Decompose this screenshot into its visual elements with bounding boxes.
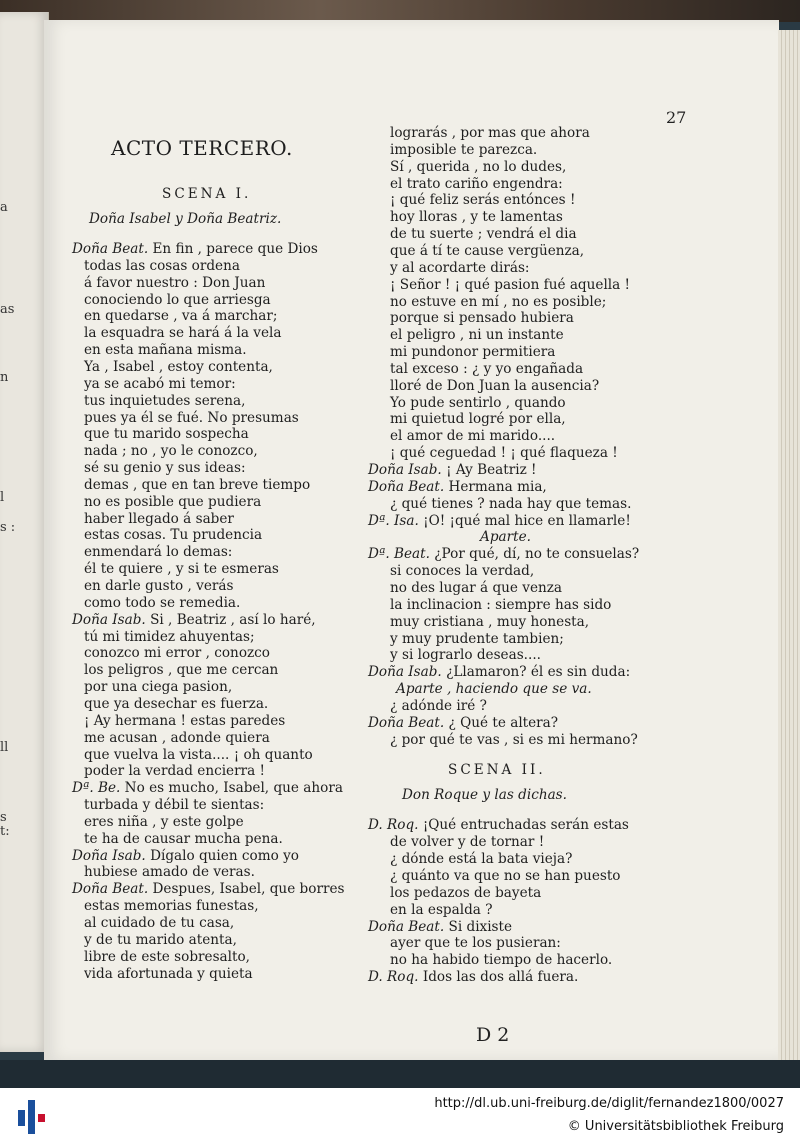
text-line: sé su genio y sus ideas: [84,460,246,477]
text-line [72,241,318,258]
speaker-name: Doña Isab. [368,664,442,681]
speaker-name: Doña Beat. [72,881,149,898]
speaker-name: Doña Isab. [368,462,442,478]
page-number: 27 [666,108,687,127]
text-line: ¡ qué ceguedad ! ¡ qué flaqueza ! [390,445,618,462]
text-line: nada ; no , yo le conozco, [84,443,258,460]
speaker-name: D. Roq. [368,969,419,986]
dialogue-text: Si dixiste [444,918,513,935]
dialogue-text: En fin , parece que Dios [148,241,318,257]
speaker-name: Dª. Isa. [368,512,419,529]
text-line [368,546,639,563]
text-line: te ha de causar mucha pena. [84,830,283,847]
text-line: Doña Isabel y Doña Beatriz. [89,211,282,227]
text-line: lloré de Don Juan la ausencia? [390,377,600,394]
signature-mark: D 2 [476,1024,510,1046]
text-line: todas las cosas ordena [84,257,240,274]
text-line: Aparte. [480,529,531,546]
previous-page-fragment: as [0,302,15,317]
text-line: turbada y débil te sientas: [84,797,265,814]
text-line: ¿ por qué te vas , si es mi hermano? [390,731,638,748]
previous-page-fragment: ll [0,740,9,755]
text-line [72,848,299,865]
dialogue-text: ¿Llamaron? él es sin duda: [441,664,631,681]
text-line: ¿ qué tienes ? nada hay que temas. [390,495,632,512]
text-line: no des lugar á que venza [390,579,563,596]
text-line [368,919,512,936]
text-line: estas memorias funestas, [84,898,259,915]
dialogue-text: Hermana mia, [444,478,547,495]
dialogue-text: ¡O! ¡qué mal hice en llamarle! [418,512,631,529]
text-line: los pedazos de bayeta [390,884,542,901]
text-line: ¿ dónde está la bata vieja? [390,851,573,868]
text-line: me acusan , adonde quiera [84,729,270,746]
university-logo-icon [14,1098,50,1136]
dialogue-text: ¿Por qué, dí, no te consuelas? [429,546,640,563]
text-line: á favor nuestro : Don Juan [84,274,266,291]
text-line [72,612,316,629]
book-page [44,20,779,1060]
text-line: tus inquietudes serena, [84,392,246,409]
text-line: en la espalda ? [390,901,493,918]
text-line: tú mi timidez ahuyentas; [84,628,255,645]
text-line: mi quietud logré por ella, [390,411,566,428]
text-line: mi pundonor permitiera [390,344,556,361]
text-line: Yo pude sentirlo , quando [390,394,566,411]
text-line: como todo se remedia. [84,594,241,611]
text-line: pues ya él se fué. No presumas [84,409,299,426]
text-line: conociendo lo que arriesga [84,291,271,308]
text-line: haber llegado á saber [84,510,234,527]
text-line: Don Roque y las dichas. [402,787,567,804]
text-line [368,479,547,496]
speaker-name: Doña Beat. [368,918,445,935]
text-line: la inclinacion : siempre has sido [390,596,612,613]
text-line: que ya desechar es fuerza. [84,695,269,712]
text-line: el peligro , ni un instante [390,327,564,344]
dialogue-text: Dígalo quien como yo [145,847,299,864]
text-line: ayer que te los pusieran: [390,935,561,952]
text-line [368,969,578,986]
text-line: el amor de mi marido.... [390,428,556,445]
text-line: él te quiere , y si te esmeras [84,561,279,578]
text-line [368,513,631,530]
text-line: los peligros , que me cercan [84,662,279,679]
previous-page-fragment: n [0,370,9,385]
text-line: poder la verdad encierra ! [84,763,265,780]
text-line: ¡ Señor ! ¡ qué pasion fué aquella ! [390,276,631,293]
text-line: enmendará lo demas: [84,544,233,561]
text-line: porque si pensado hubiera [390,310,574,327]
text-line [368,664,630,681]
text-line: ¿ adónde iré ? [390,697,487,714]
text-line [368,715,558,732]
previous-page-fragment: a [0,200,8,215]
text-line: si conoces la verdad, [390,563,535,580]
previous-page-fragment: l [0,490,5,505]
text-line [368,817,629,834]
text-line: de tu suerte ; vendrá el dia [390,226,577,243]
text-line: y si lograrlo deseas.... [390,647,541,664]
page-stack-edge [778,30,800,1060]
text-line: y de tu marido atenta, [84,931,237,948]
text-line: tal exceso : ¿ y yo engañada [390,360,584,377]
text-line: el trato cariño engendra: [390,175,563,192]
dialogue-text: ¿ Qué te altera? [444,714,559,731]
text-line: SCENA I. [162,186,252,202]
speaker-name: Dª. Be. [72,780,121,797]
text-line: que tu marido sospecha [84,426,249,443]
dialogue-text: No es mucho, Isabel, que ahora [120,780,343,797]
text-line: estas cosas. Tu prudencia [84,527,263,544]
text-line: la esquadra se hará á la vela [84,325,282,342]
viewer-footer [0,1088,800,1145]
text-line: y muy prudente tambien; [390,630,564,647]
previous-page-fragment: s [0,810,7,825]
speaker-name: Doña Isab. [72,611,146,628]
document-url-link[interactable]: http://dl.ub.uni-freiburg.de/diglit/fernandez1800/0027 [434,1096,784,1111]
text-line [72,780,343,797]
text-line: por una ciega pasion, [84,679,233,696]
speaker-name: Doña Beat. [72,241,149,257]
speaker-name: Dª. Beat. [368,546,430,563]
dialogue-text: ¡Qué entruchadas serán estas [418,817,629,834]
text-line: ACTO TERCERO. [111,136,293,160]
text-line: no ha habido tiempo de hacerlo. [390,952,613,969]
text-line: no es posible que pudiera [84,493,262,510]
previous-page-fragment: s : [0,520,16,535]
dialogue-text: Idos las dos allá fuera. [418,969,579,986]
speaker-name: D. Roq. [368,817,419,834]
text-line: demas , que en tan breve tiempo [84,476,311,493]
book-top-edge [0,0,800,22]
text-line: no estuve en mí , no es posible; [390,293,607,310]
text-line: que á tí te cause vergüenza, [390,242,585,259]
text-line: ¡ Ay hermana ! estas paredes [84,712,286,729]
previous-page-edge [0,12,49,1052]
text-line: Ya , Isabel , estoy contenta, [84,358,273,375]
text-line: al cuidado de tu casa, [84,915,235,931]
dialogue-text: Despues, Isabel, que borres [148,881,345,898]
text-line: SCENA II. [448,762,546,779]
text-line: libre de este sobresalto, [84,948,250,965]
text-line [72,881,344,898]
text-line: ¡ qué feliz serás entónces ! [390,192,576,209]
text-line: Sí , querida , no lo dudes, [390,158,567,175]
speaker-name: Doña Beat. [368,478,445,495]
text-line: en esta mañana misma. [84,342,247,359]
text-line: hubiese amado de veras. [84,864,255,881]
text-line: Aparte , haciendo que se va. [396,681,592,698]
text-line: en darle gusto , verás [84,578,234,594]
dialogue-text: ¡ Ay Beatriz ! [441,462,537,478]
text-line: eres niña , y este golpe [84,813,244,830]
book-bottom-band [0,1060,800,1088]
text-line: ¿ quánto va que no se han puesto [390,868,621,884]
text-line: hoy lloras , y te lamentas [390,209,563,226]
text-line: vida afortunada y quieta [84,965,253,982]
text-line: en quedarse , va á marchar; [84,308,278,325]
text-line: imposible te parezca. [390,141,538,158]
text-line [368,462,537,479]
speaker-name: Doña Beat. [368,714,445,731]
text-line: ya se acabó mi temor: [84,375,236,392]
copyright-notice: © Universitätsbibliothek Freiburg [567,1119,784,1134]
text-line: conozco mi error , conozco [84,645,270,662]
speaker-name: Doña Isab. [72,847,146,864]
dialogue-text: Si , Beatriz , así lo haré, [145,611,316,628]
text-line: lograrás , por mas que ahora [390,125,590,141]
text-line: de volver y de tornar ! [390,834,545,851]
text-line: y al acordarte dirás: [390,259,530,276]
text-line: que vuelva la vista.... ¡ oh quanto [84,746,313,763]
text-line: muy cristiana , muy honesta, [390,613,590,630]
previous-page-fragment: t: [0,824,10,839]
